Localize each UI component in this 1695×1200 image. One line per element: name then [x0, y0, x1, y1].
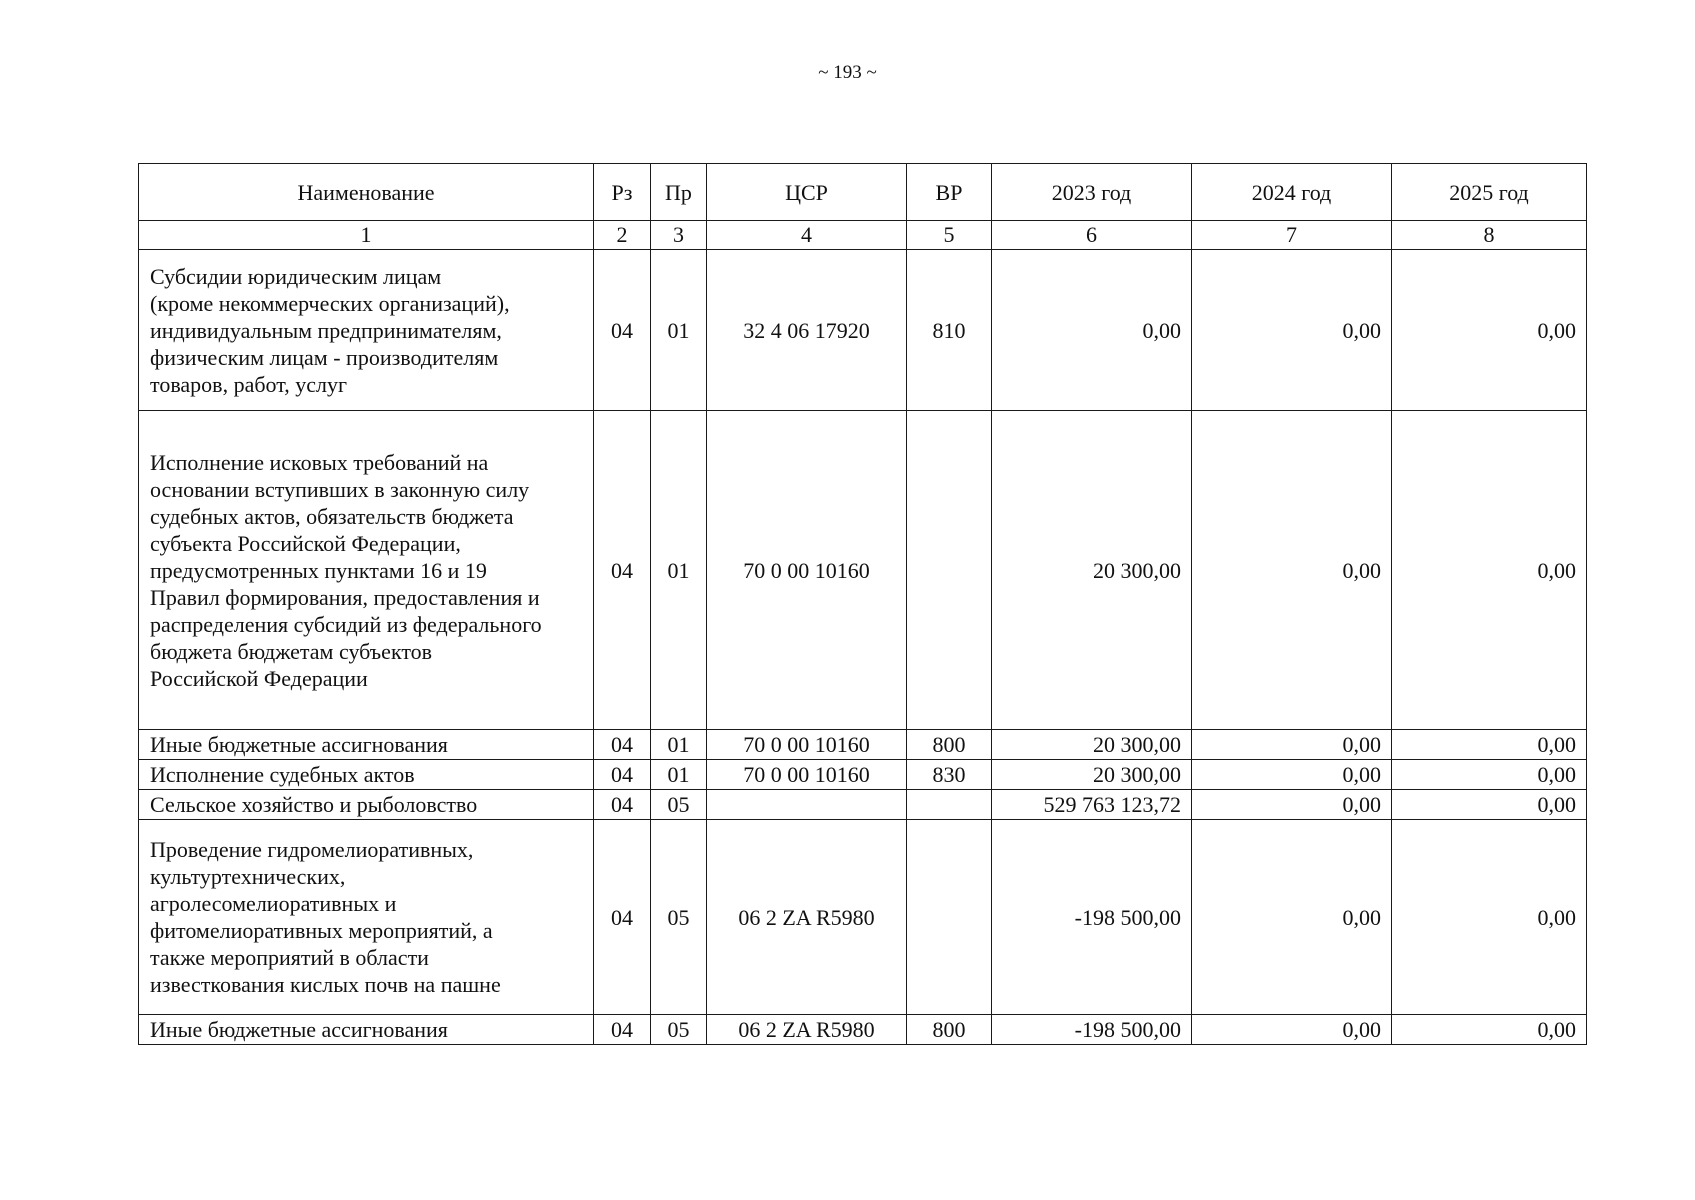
row-pr: 01 — [651, 730, 707, 760]
row-2024: 0,00 — [1192, 760, 1392, 790]
row-name-line: также мероприятий в области — [150, 945, 429, 970]
row-2023: 20 300,00 — [992, 730, 1192, 760]
row-name — [139, 760, 594, 790]
row-vr: 800 — [907, 730, 992, 760]
header-2025: 2025 год — [1392, 164, 1587, 221]
row-2025: 0,00 — [1392, 730, 1587, 760]
table-row — [139, 250, 1587, 411]
row-pr: 01 — [651, 411, 707, 730]
row-name-line: бюджета бюджетам субъектов — [150, 638, 433, 664]
row-rz: 04 — [594, 820, 651, 1015]
row-rz: 04 — [594, 250, 651, 411]
row-name-line: агролесомелиоративных и — [150, 891, 397, 916]
header-rz: Рз — [594, 164, 651, 221]
row-2025: 0,00 — [1392, 250, 1587, 411]
row-2023: -198 500,00 — [992, 820, 1192, 1015]
row-vr: 800 — [907, 1015, 992, 1045]
row-vr — [907, 411, 992, 730]
row-csr: 06 2 ZA R5980 — [707, 1015, 907, 1045]
row-csr: 70 0 00 10160 — [707, 760, 907, 790]
row-2024: 0,00 — [1192, 1015, 1392, 1045]
row-pr: 05 — [651, 1015, 707, 1045]
row-name-line: субъекта Российской Федерации, — [150, 530, 461, 556]
row-name-line: Исполнение судебных актов — [150, 761, 415, 787]
table-row — [139, 760, 1587, 790]
row-name-line: товаров, работ, услуг — [150, 371, 347, 397]
row-2024: 0,00 — [1192, 820, 1392, 1015]
row-rz: 04 — [594, 760, 651, 790]
row-name-line: индивидуальным предпринимателям, — [150, 317, 502, 343]
page-number: ~ 193 ~ — [818, 62, 877, 83]
row-csr — [707, 790, 907, 820]
column-number: 6 — [992, 221, 1192, 250]
row-name-line: фитомелиоративных мероприятий, а — [150, 918, 493, 943]
table-row — [139, 411, 1587, 730]
column-number: 2 — [594, 221, 651, 250]
row-vr: 810 — [907, 250, 992, 411]
row-pr: 05 — [651, 820, 707, 1015]
column-number: 3 — [651, 221, 707, 250]
column-number: 7 — [1192, 221, 1392, 250]
row-name-line: Субсидии юридическим лицам — [150, 263, 442, 289]
column-number: 1 — [139, 221, 594, 250]
row-rz: 04 — [594, 1015, 651, 1045]
row-name-line: основании вступивших в законную силу — [150, 476, 530, 502]
row-name — [139, 1015, 594, 1045]
row-rz: 04 — [594, 730, 651, 760]
column-number: 8 — [1392, 221, 1587, 250]
table-row — [139, 820, 1587, 1015]
row-vr: 830 — [907, 760, 992, 790]
header-2023: 2023 год — [992, 164, 1192, 221]
row-name-line: Исполнение исковых требований на — [150, 449, 489, 475]
row-2025: 0,00 — [1392, 820, 1587, 1015]
column-number-row — [139, 221, 1587, 250]
row-2023: 0,00 — [992, 250, 1192, 411]
row-name-line: распределения субсидий из федерального — [150, 611, 542, 637]
row-csr: 06 2 ZA R5980 — [707, 820, 907, 1015]
row-pr: 05 — [651, 790, 707, 820]
budget-table — [138, 163, 1587, 1045]
row-name-line: известкования кислых почв на пашне — [150, 972, 501, 997]
row-name-line: Иные бюджетные ассигнования — [150, 1016, 448, 1042]
row-name-line: (кроме некоммерческих организаций), — [150, 290, 510, 316]
row-csr: 32 4 06 17920 — [707, 250, 907, 411]
row-name — [139, 730, 594, 760]
row-2024: 0,00 — [1192, 790, 1392, 820]
row-2025: 0,00 — [1392, 790, 1587, 820]
table-row — [139, 730, 1587, 760]
row-vr — [907, 790, 992, 820]
row-name-line: судебных актов, обязательств бюджета — [150, 503, 514, 529]
row-pr: 01 — [651, 760, 707, 790]
row-vr — [907, 820, 992, 1015]
row-name — [139, 820, 594, 1015]
header-row — [139, 164, 1587, 221]
row-name-line: Иные бюджетные ассигнования — [150, 731, 448, 757]
row-2023: 20 300,00 — [992, 411, 1192, 730]
row-name-line: Правил формирования, предоставления и — [150, 584, 540, 610]
row-name-line: Проведение гидромелиоративных, — [150, 837, 474, 862]
row-2023: -198 500,00 — [992, 1015, 1192, 1045]
row-pr: 01 — [651, 250, 707, 411]
row-name-line: физическим лицам - производителям — [150, 344, 499, 370]
row-name — [139, 790, 594, 820]
row-name-line: культуртехнических, — [150, 864, 346, 889]
row-2024: 0,00 — [1192, 730, 1392, 760]
row-name-line: Сельское хозяйство и рыболовство — [150, 791, 478, 817]
row-name — [139, 250, 594, 411]
header-pr: Пр — [651, 164, 707, 221]
row-csr: 70 0 00 10160 — [707, 730, 907, 760]
table-row — [139, 1015, 1587, 1045]
row-2023: 20 300,00 — [992, 760, 1192, 790]
header-csr: ЦСР — [707, 164, 907, 221]
header-2024: 2024 год — [1192, 164, 1392, 221]
row-2023: 529 763 123,72 — [992, 790, 1192, 820]
row-name — [139, 411, 594, 730]
row-2025: 0,00 — [1392, 1015, 1587, 1045]
row-rz: 04 — [594, 411, 651, 730]
column-number: 5 — [907, 221, 992, 250]
table-row — [139, 790, 1587, 820]
row-2024: 0,00 — [1192, 250, 1392, 411]
row-2024: 0,00 — [1192, 411, 1392, 730]
row-csr: 70 0 00 10160 — [707, 411, 907, 730]
header-name: Наименование — [139, 164, 594, 221]
row-rz: 04 — [594, 790, 651, 820]
row-name-line: Российской Федерации — [150, 665, 368, 691]
row-2025: 0,00 — [1392, 760, 1587, 790]
row-2025: 0,00 — [1392, 411, 1587, 730]
header-vr: ВР — [907, 164, 992, 221]
row-name-line: предусмотренных пунктами 16 и 19 — [150, 557, 487, 583]
column-number: 4 — [707, 221, 907, 250]
